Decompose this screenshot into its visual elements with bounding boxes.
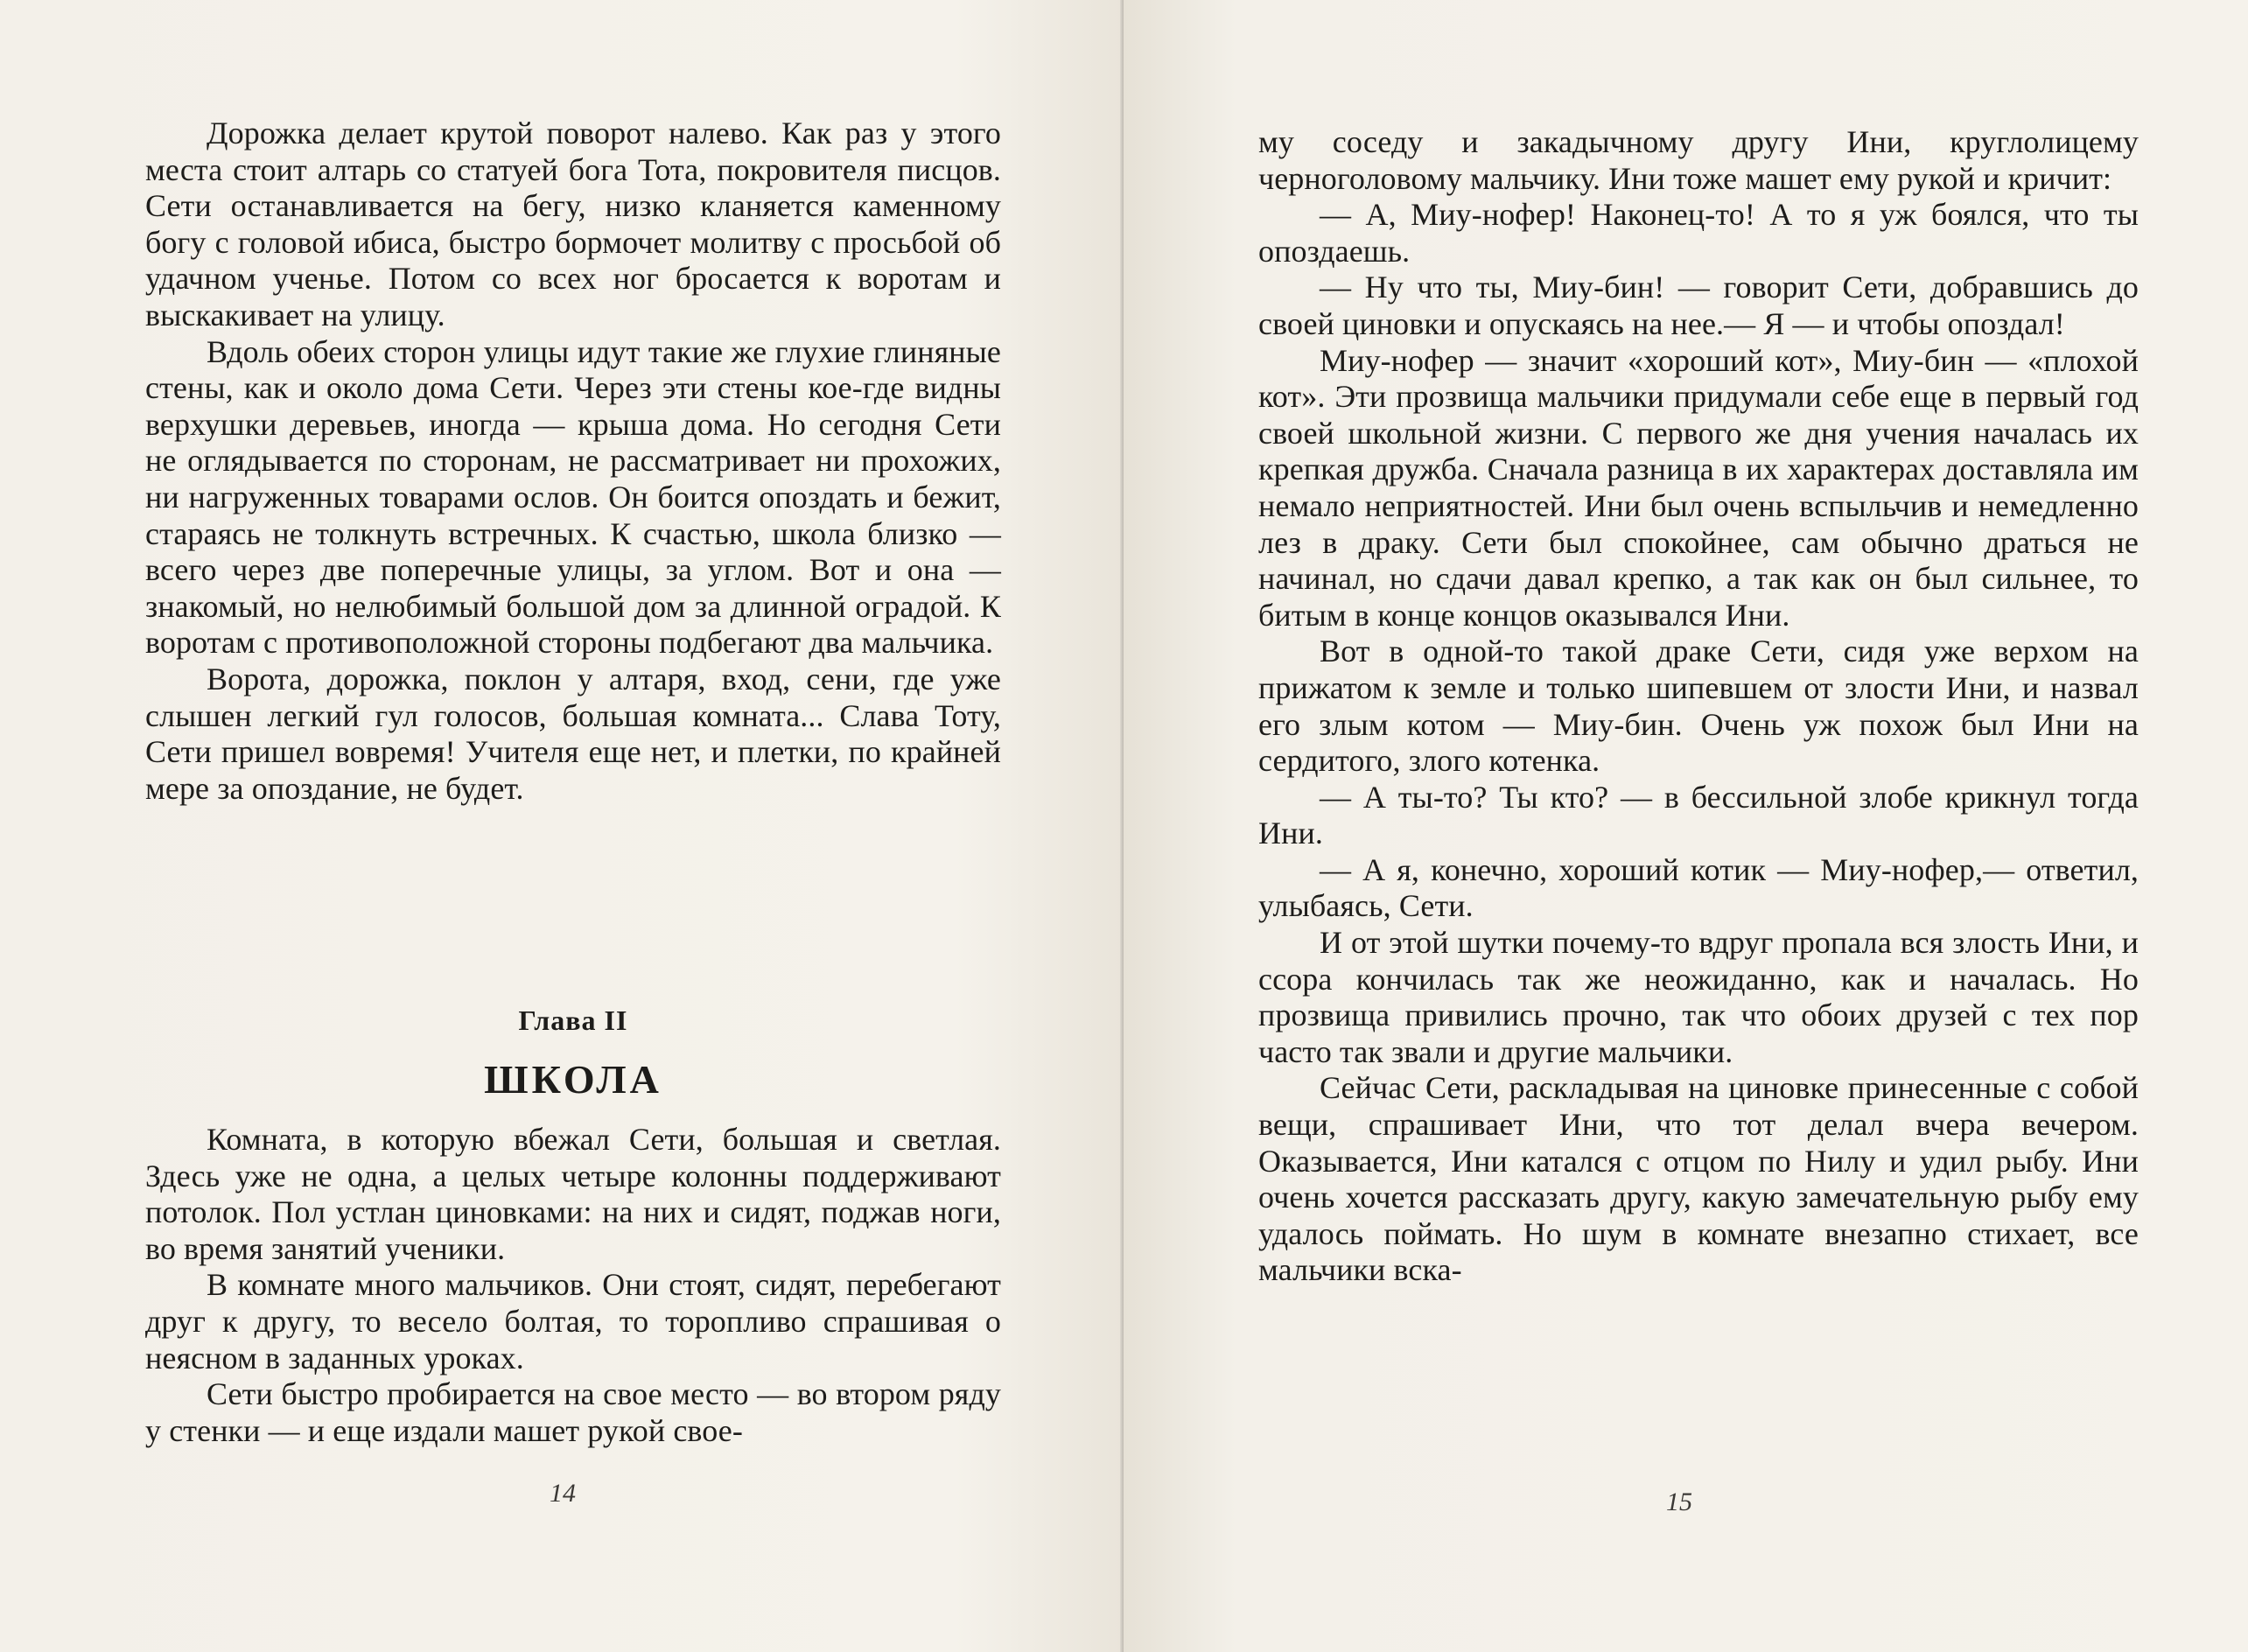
left-page-text-top: [145, 116, 1001, 807]
chapter-heading: [145, 1004, 1001, 1102]
paragraph: Сети быстро пробирается на свое место — во втором ряду у стенки — и еще издали машет рукой свое-: [145, 1376, 1001, 1448]
paragraph: Сейчас Сети, раскладывая на циновке принесенные с собой вещи, спрашивает Ини, что тот делал вчера вечером. Оказывается, Ини катался с отцом по Нилу и удил рыбу. Ини очень хочется рассказать другу, какую замечательную рыбу ему удалось поймать. Но шум в комнате внезапно стихает, все мальчики вска-: [1258, 1070, 2139, 1288]
paragraph: Вдоль обеих сторон улицы идут такие же глухие глиняные стены, как и около дома Сети. Через эти стены кое-где видны верхушки деревьев, иногда — крыша дома. Но сегодня Сети не оглядывается по сторонам, не рассматривает ни прохожих, ни нагруженных товарами ослов. Он боится опоздать и бежит, стараясь не толкнуть встречных. К счастью, школа близко — всего через две поперечные улицы, за углом. Вот и она — знакомый, но нелюбимый большой дом за длинной оградой. К воротам с противоположной стороны подбегают два мальчика.: [145, 333, 1001, 661]
paragraph: Комната, в которую вбежал Сети, большая и светлая. Здесь уже не одна, а целых четыре колонны поддерживают потолок. Пол устлан циновками: на них и сидят, поджав ноги, во время занятий ученики.: [145, 1122, 1001, 1266]
page-number: 14: [550, 1479, 576, 1508]
page-number: 15: [1666, 1488, 1692, 1516]
paragraph: В комнате много мальчиков. Они стоят, сидят, перебегают друг к другу, то весело болтая, то торопливо спрашивая о неясном в заданных уроках.: [145, 1267, 1001, 1376]
paragraph: Миу-нофер — значит «хороший кот», Миу-бин — «плохой кот». Эти прозвища мальчики придумали себе еще в первый год своей школьной жизни. С первого же дня учения началась их крепкая дружба. Сначала разница в их характерах доставляла им немало неприятностей. Ини был очень вспыльчив и немедленно лез в драку. Сети был спокойнее, сам обычно драться не начинал, но сдачи давал крепко, а так как он был сильнее, то битым в конце концов оказывался Ини.: [1258, 342, 2139, 633]
paragraph: — А, Миу-нофер! Наконец-то! А то я уж боялся, что ты опоздаешь.: [1258, 197, 2139, 269]
chapter-label: Глава II: [518, 1004, 628, 1036]
paragraph: И от этой шутки почему-то вдруг пропала вся злость Ини, и ссора кончилась так же неожиданно, как и началась. Но прозвища привились прочно, так что обоих друзей с тех пор часто так звали и другие мальчики.: [1258, 925, 2139, 1069]
paragraph-continuation: му соседу и закадычному другу Ини, круглолицему черноголовому мальчику. Ини тоже машет ему рукой и кричит:: [1258, 124, 2139, 196]
paragraph: Вот в одной-то такой драке Сети, сидя уже верхом на прижатом к земле и только шипевшем от злости Ини, и назвал его злым котом — Миу-бин. Очень уж похож был Ини на сердитого, злого котенка.: [1258, 634, 2139, 779]
right-page-text: [1258, 124, 2139, 1289]
paragraph: Ворота, дорожка, поклон у алтаря, вход, сени, где уже слышен легкий гул голосов, большая комната... Слава Тоту, Сети пришел вовремя! Учителя еще нет, и плетки, по крайней мере за опоздание, не будет.: [145, 661, 1001, 806]
paragraph: Дорожка делает крутой поворот налево. Как раз у этого места стоит алтарь со статуей бога Тота, покровителя писцов. Сети останавливается на бегу, низко кланяется каменному богу с головой ибиса, быстро бормочет молитву с просьбой об удачном ученье. Потом со всех ног бросается к воротам и выскакивает на улицу.: [145, 116, 1001, 332]
chapter-title: ШКОЛА: [484, 1057, 662, 1102]
paragraph: — А ты-то? Ты кто? — в бессильной злобе крикнул тогда Ини.: [1258, 779, 2139, 851]
paragraph: — Ну что ты, Миу-бин! — говорит Сети, добравшись до своей циновки и опускаясь на нее.— Я — и чтобы опоздал!: [1258, 270, 2139, 341]
right-page: [1124, 0, 2248, 1652]
paragraph: — А я, конечно, хороший котик — Миу-нофер,— ответил, улыбаясь, Сети.: [1258, 851, 2139, 924]
left-page-text-bottom: [145, 1122, 1001, 1449]
